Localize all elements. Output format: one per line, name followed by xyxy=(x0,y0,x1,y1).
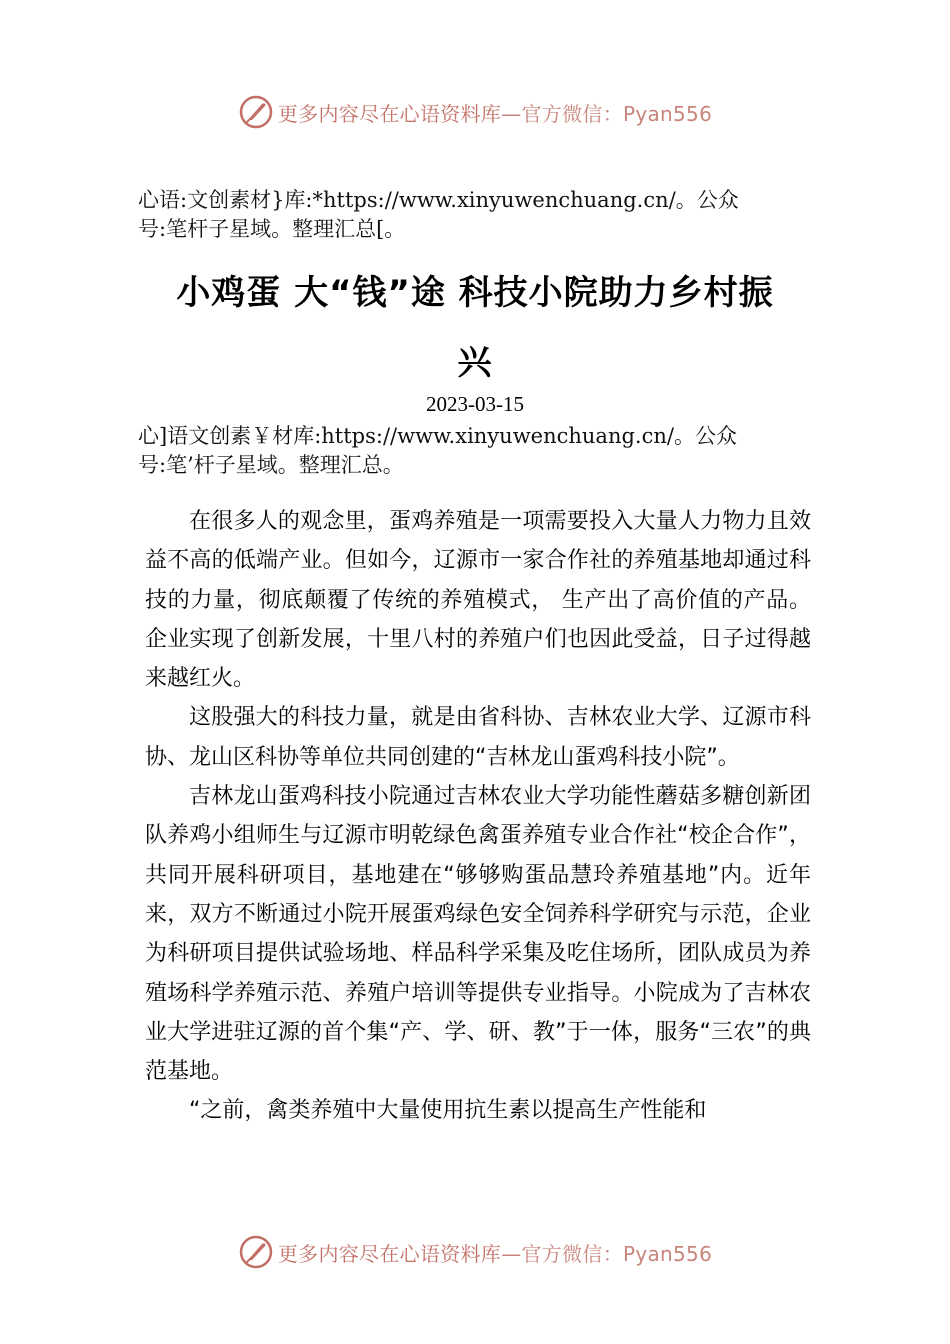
footer-banner-main: 更多内容尽在心语资料库 xyxy=(277,1241,502,1266)
footer-banner xyxy=(0,1232,950,1272)
footer-banner-contact: 官方微信：Pyan556 xyxy=(521,1241,713,1266)
article-body xyxy=(145,502,811,1131)
watermark-top-line1: 心语:文创素材}库:*https://www.xinyuwenchuang.cn/。公众 xyxy=(138,188,739,212)
feather-pen-logo-icon xyxy=(238,94,274,130)
paragraph: “之前，禽类养殖中大量使用抗生素以提高生产性能和 xyxy=(189,1098,707,1124)
watermark-mid-line2: 号:笔’杆子星域。整理汇总。 xyxy=(138,453,404,477)
header-banner-contact: 官方微信：Pyan556 xyxy=(521,101,713,126)
watermark-mid xyxy=(138,422,838,480)
watermark-mid-line1: 心]语文创素￥材库:https://www.xinyuwenchuang.cn/。公众 xyxy=(138,424,737,448)
header-banner-sep: — xyxy=(501,101,522,126)
paragraph: 这股强大的科技力量，就是由省科协、吉林农业大学、辽源市科协、龙山区科协等单位共同创建的“吉林龙山蛋鸡科技小院”。 xyxy=(145,705,811,770)
header-banner xyxy=(0,92,950,132)
paragraph: 在很多人的观念里，蛋鸡养殖是一项需要投入大量人力物力且效益不高的低端产业。但如今，辽源市一家合作社的养殖基地却通过科技的力量，彻底颠覆了传统的养殖模式， 生产出了高价值的产品。企业实现了创新发展，十里八村的养殖户们也因此受益，日子过得越来越红火。 xyxy=(145,509,811,692)
header-banner-main: 更多内容尽在心语资料库 xyxy=(277,101,502,126)
footer-banner-text xyxy=(278,1238,712,1267)
watermark-top xyxy=(138,186,838,244)
article-title xyxy=(140,258,810,398)
article-date: 2023-03-15 xyxy=(426,392,524,416)
header-banner-text xyxy=(278,98,712,127)
article-title-line1: 小鸡蛋 大“钱”途 科技小院助力乡村振 xyxy=(176,273,774,313)
article-title-line2: 兴 xyxy=(457,343,493,383)
paragraph: 吉林龙山蛋鸡科技小院通过吉林农业大学功能性蘑菇多糖创新团队养鸡小组师生与辽源市明乾绿色禽蛋养殖专业合作社“校企合作”，共同开展科研项目，基地建在“够够购蛋品慧玲养殖基地”内。近年来，双方不断通过小院开展蛋鸡绿色安全饲养科学研究与示范，企业为科研项目提供试验场地、样品科学采集及吃住场所，团队成员为养殖场科学养殖示范、养殖户培训等提供专业指导。小院成为了吉林农业大学进驻辽源的首个集“产、学、研、教”于一体，服务“三农”的典范基地。 xyxy=(145,784,811,1085)
feather-pen-logo-icon xyxy=(238,1234,274,1270)
footer-banner-sep: — xyxy=(501,1241,522,1266)
watermark-top-line2: 号:笔杆子星域。整理汇总[。 xyxy=(138,217,406,241)
